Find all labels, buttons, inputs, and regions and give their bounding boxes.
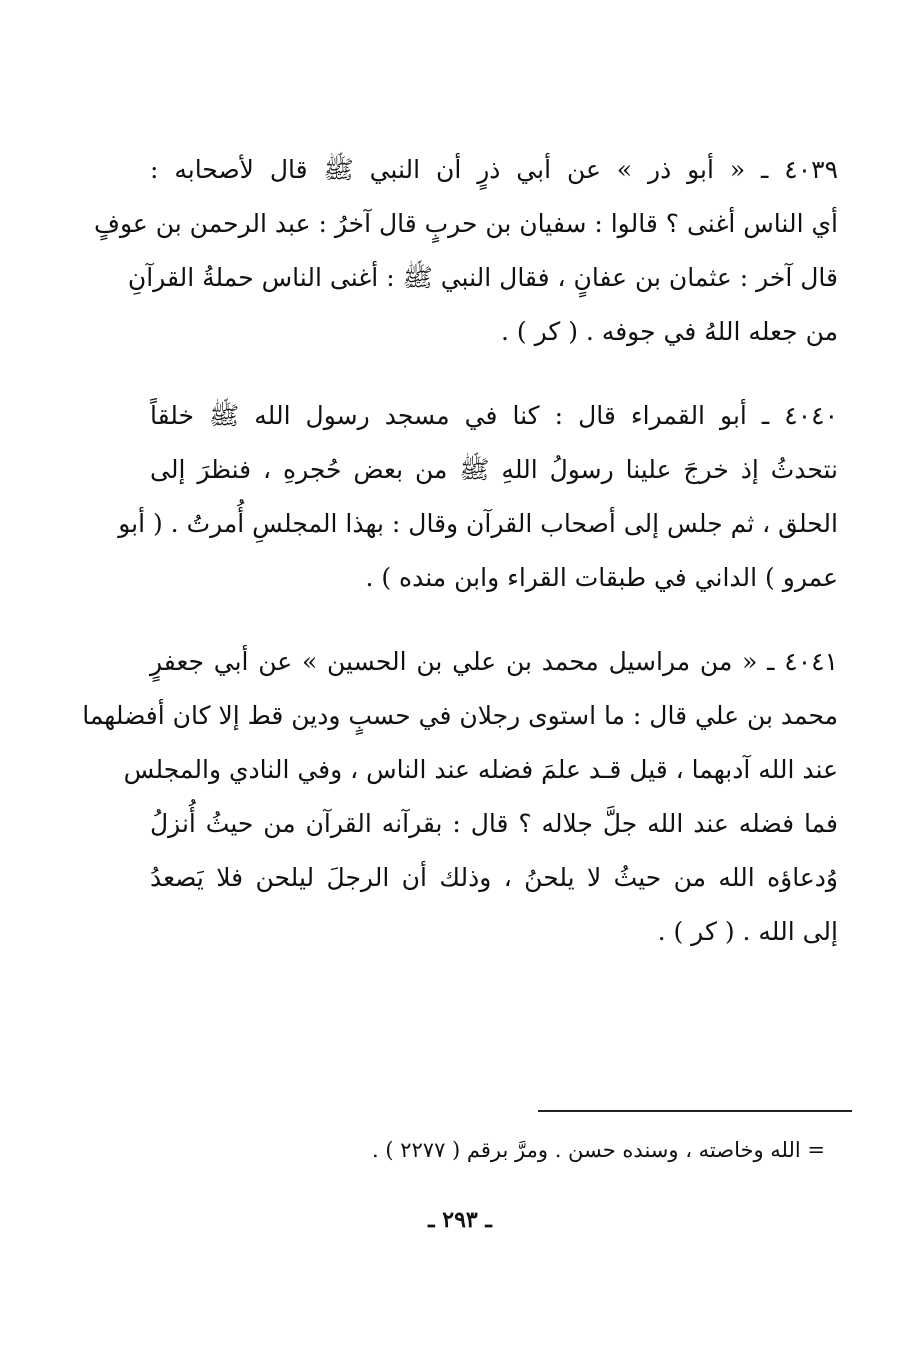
text-line: عند الله آدبهما ، قيل قـد علمَ فضله عند الناس ، وفي النادي والمجلس [123, 755, 838, 784]
main-text [82, 143, 838, 959]
hadith-entry-4039 [94, 143, 838, 359]
text-line: قال آخر : عثمان بن عفانٍ ، فقال النبي ﷺ : أغنى الناس حملةُ القرآنِ [127, 263, 838, 292]
text-line: ٤٠٣٩ ـ « أبو ذر » عن أبي ذرٍ أن النبي ﷺ قال لأصحابه : [150, 155, 838, 184]
text-line: أي الناس أغنى ؟ قالوا : سفيان بن حربٍ قال آخرُ : عبد الرحمن بن عوفٍ [94, 209, 838, 238]
paragraph-gap [150, 359, 838, 389]
text-line: نتحدثُ إذ خرجَ علينا رسولُ اللهِ ﷺ من بعض حُجرهِ ، فنظرَ إلى [150, 455, 838, 484]
text-line: ٤٠٤١ ـ « من مراسيل محمد بن علي بن الحسين » عن أبي جعفرٍ [150, 647, 838, 676]
text-line: ٤٠٤٠ ـ أبو القمراء قال : كنا في مسجد رسول الله ﷺ خلقاً [150, 401, 838, 430]
page-number: ـ ٢٩٣ ـ [428, 1207, 492, 1233]
paragraph-gap [150, 605, 838, 635]
text-line: إلى الله . ( كر ) . [657, 917, 838, 946]
text-line: فما فضله عند الله جلَّ جلاله ؟ قال : بقرآنه القرآن من حيثُ أُنزلُ [150, 809, 838, 838]
footnote-divider [538, 1110, 852, 1112]
footnote: = الله وخاصته ، وسنده حسن . ومرَّ برقم ( ٢٢٧٧ ) . [372, 1138, 825, 1162]
text-line: الحلق ، ثم جلس إلى أصحاب القرآن وقال : بهذا المجلسِ أُمرتُ . ( أبو [118, 509, 838, 538]
text-line: محمد بن علي قال : ما استوى رجلان في حسبٍ ودين قط إلا كان أفضلهما [82, 701, 838, 730]
text-line: عمرو ) الداني في طبقات القراء وابن منده ) . [365, 563, 838, 592]
text-line: من جعله اللهُ في جوفه . ( كر ) . [501, 317, 838, 346]
hadith-entry-4040 [118, 389, 838, 605]
text-line: وُدعاؤه الله من حيثُ لا يلحنُ ، وذلك أن الرجلَ ليلحن فلا يَصعدُ [150, 863, 838, 892]
hadith-entry-4041 [82, 635, 838, 959]
